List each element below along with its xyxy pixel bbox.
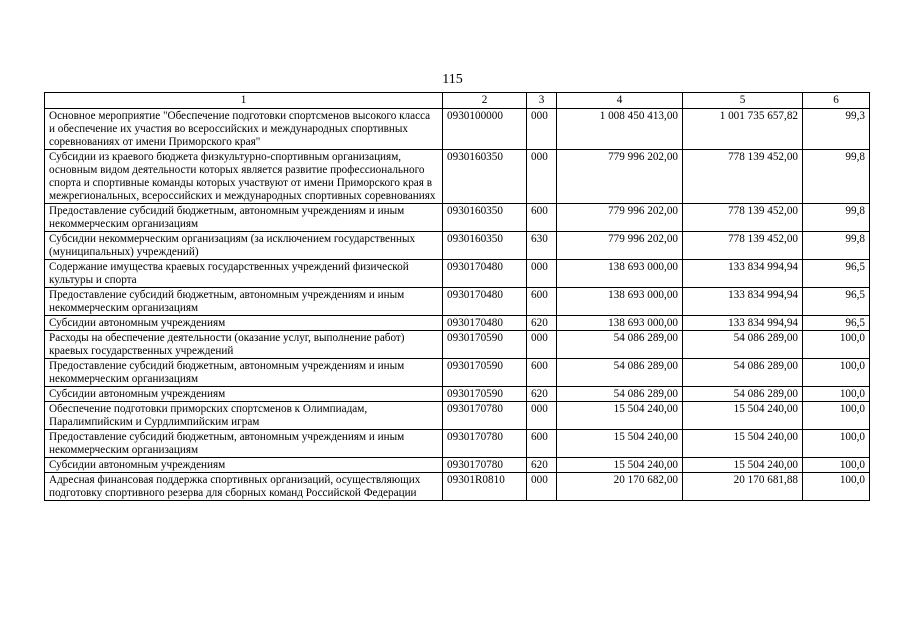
expense-type-cell: 620 xyxy=(527,316,557,331)
expense-type-cell: 620 xyxy=(527,458,557,473)
expenditure-name-cell: Предоставление субсидий бюджетным, автономным учреждениям и иным некоммерческим организациям xyxy=(45,204,443,232)
execution-percent-cell: 100,0 xyxy=(803,430,870,458)
executed-amount-cell: 778 139 452,00 xyxy=(683,232,803,260)
table-row xyxy=(45,387,870,402)
expenditure-name-cell: Предоставление субсидий бюджетным, автономным учреждениям и иным некоммерческим организациям xyxy=(45,359,443,387)
page-number: 115 xyxy=(442,72,463,87)
table-row xyxy=(45,458,870,473)
planned-amount-cell: 54 086 289,00 xyxy=(557,331,683,359)
table-row xyxy=(45,232,870,260)
expense-type-cell: 000 xyxy=(527,331,557,359)
planned-amount-cell: 54 086 289,00 xyxy=(557,387,683,402)
execution-percent-cell: 99,3 xyxy=(803,109,870,150)
execution-percent-cell: 100,0 xyxy=(803,458,870,473)
expense-type-cell: 000 xyxy=(527,150,557,204)
expenditure-name-cell: Субсидии из краевого бюджета физкультурно-спортивным организациям, основным видом деятельности которых является развитие профессионального спорта и спортивные команды которых участвуют от имени Приморского края в межрегиональных, всероссийских и международных спортивных соревнованиях xyxy=(45,150,443,204)
executed-amount-cell: 1 001 735 657,82 xyxy=(683,109,803,150)
expense-type-cell: 000 xyxy=(527,402,557,430)
expenditure-name-cell: Субсидии автономным учреждениям xyxy=(45,387,443,402)
expenditure-name-cell: Предоставление субсидий бюджетным, автономным учреждениям и иным некоммерческим организациям xyxy=(45,288,443,316)
column-header: 2 xyxy=(443,93,527,109)
table-row xyxy=(45,331,870,359)
planned-amount-cell: 138 693 000,00 xyxy=(557,316,683,331)
column-header: 6 xyxy=(803,93,870,109)
execution-percent-cell: 100,0 xyxy=(803,387,870,402)
expenditure-name-cell: Содержание имущества краевых государственных учреждений физической культуры и спорта xyxy=(45,260,443,288)
target-code-cell: 0930170780 xyxy=(443,458,527,473)
expense-type-cell: 600 xyxy=(527,288,557,316)
expenditure-name-cell: Расходы на обеспечение деятельности (оказание услуг, выполнение работ) краевых государственных учреждений xyxy=(45,331,443,359)
target-code-cell: 09301R0810 xyxy=(443,473,527,501)
executed-amount-cell: 54 086 289,00 xyxy=(683,387,803,402)
target-code-cell: 0930170780 xyxy=(443,430,527,458)
expense-type-cell: 600 xyxy=(527,359,557,387)
execution-percent-cell: 96,5 xyxy=(803,316,870,331)
target-code-cell: 0930170480 xyxy=(443,316,527,331)
target-code-cell: 0930100000 xyxy=(443,109,527,150)
expense-type-cell: 630 xyxy=(527,232,557,260)
executed-amount-cell: 15 504 240,00 xyxy=(683,402,803,430)
execution-percent-cell: 96,5 xyxy=(803,288,870,316)
execution-percent-cell: 99,8 xyxy=(803,232,870,260)
expenditure-name-cell: Субсидии автономным учреждениям xyxy=(45,458,443,473)
expense-type-cell: 620 xyxy=(527,387,557,402)
executed-amount-cell: 15 504 240,00 xyxy=(683,430,803,458)
table-row xyxy=(45,204,870,232)
budget-table xyxy=(44,92,870,501)
table-row xyxy=(45,109,870,150)
target-code-cell: 0930160350 xyxy=(443,204,527,232)
expense-type-cell: 600 xyxy=(527,430,557,458)
planned-amount-cell: 138 693 000,00 xyxy=(557,260,683,288)
executed-amount-cell: 778 139 452,00 xyxy=(683,150,803,204)
execution-percent-cell: 100,0 xyxy=(803,359,870,387)
planned-amount-cell: 779 996 202,00 xyxy=(557,150,683,204)
table-row xyxy=(45,402,870,430)
planned-amount-cell: 54 086 289,00 xyxy=(557,359,683,387)
planned-amount-cell: 779 996 202,00 xyxy=(557,204,683,232)
table-row xyxy=(45,288,870,316)
column-header: 5 xyxy=(683,93,803,109)
column-header: 4 xyxy=(557,93,683,109)
expenditure-name-cell: Обеспечение подготовки приморских спортсменов к Олимпиадам, Паралимпийским и Сурдлимпийским играм xyxy=(45,402,443,430)
target-code-cell: 0930170480 xyxy=(443,260,527,288)
execution-percent-cell: 96,5 xyxy=(803,260,870,288)
table-row xyxy=(45,430,870,458)
column-header: 1 xyxy=(45,93,443,109)
column-header: 3 xyxy=(527,93,557,109)
planned-amount-cell: 779 996 202,00 xyxy=(557,232,683,260)
executed-amount-cell: 133 834 994,94 xyxy=(683,316,803,331)
executed-amount-cell: 54 086 289,00 xyxy=(683,331,803,359)
column-number-row xyxy=(45,93,870,109)
expenditure-name-cell: Субсидии автономным учреждениям xyxy=(45,316,443,331)
target-code-cell: 0930160350 xyxy=(443,150,527,204)
table-row xyxy=(45,473,870,501)
executed-amount-cell: 133 834 994,94 xyxy=(683,260,803,288)
executed-amount-cell: 133 834 994,94 xyxy=(683,288,803,316)
target-code-cell: 0930160350 xyxy=(443,232,527,260)
executed-amount-cell: 20 170 681,88 xyxy=(683,473,803,501)
expenditure-name-cell: Субсидии некоммерческим организациям (за исключением государственных (муниципальных) учреждений) xyxy=(45,232,443,260)
table-row xyxy=(45,359,870,387)
execution-percent-cell: 100,0 xyxy=(803,473,870,501)
target-code-cell: 0930170590 xyxy=(443,359,527,387)
expenditure-name-cell: Предоставление субсидий бюджетным, автономным учреждениям и иным некоммерческим организациям xyxy=(45,430,443,458)
table-row xyxy=(45,150,870,204)
executed-amount-cell: 15 504 240,00 xyxy=(683,458,803,473)
expense-type-cell: 000 xyxy=(527,109,557,150)
target-code-cell: 0930170480 xyxy=(443,288,527,316)
planned-amount-cell: 15 504 240,00 xyxy=(557,458,683,473)
execution-percent-cell: 100,0 xyxy=(803,331,870,359)
planned-amount-cell: 1 008 450 413,00 xyxy=(557,109,683,150)
table-row xyxy=(45,316,870,331)
expense-type-cell: 000 xyxy=(527,260,557,288)
expenditure-name-cell: Адресная финансовая поддержка спортивных организаций, осуществляющих подготовку спортивного резерва для сборных команд Российской Федерации xyxy=(45,473,443,501)
planned-amount-cell: 15 504 240,00 xyxy=(557,430,683,458)
target-code-cell: 0930170590 xyxy=(443,331,527,359)
planned-amount-cell: 20 170 682,00 xyxy=(557,473,683,501)
table-row xyxy=(45,260,870,288)
execution-percent-cell: 100,0 xyxy=(803,402,870,430)
expense-type-cell: 000 xyxy=(527,473,557,501)
target-code-cell: 0930170590 xyxy=(443,387,527,402)
expenditure-name-cell: Основное мероприятие "Обеспечение подготовки спортсменов высокого класса и обеспечение их участия во всероссийских и международных спортивных соревнованиях от имени Приморского края" xyxy=(45,109,443,150)
target-code-cell: 0930170780 xyxy=(443,402,527,430)
planned-amount-cell: 15 504 240,00 xyxy=(557,402,683,430)
planned-amount-cell: 138 693 000,00 xyxy=(557,288,683,316)
expense-type-cell: 600 xyxy=(527,204,557,232)
executed-amount-cell: 54 086 289,00 xyxy=(683,359,803,387)
executed-amount-cell: 778 139 452,00 xyxy=(683,204,803,232)
execution-percent-cell: 99,8 xyxy=(803,204,870,232)
execution-percent-cell: 99,8 xyxy=(803,150,870,204)
